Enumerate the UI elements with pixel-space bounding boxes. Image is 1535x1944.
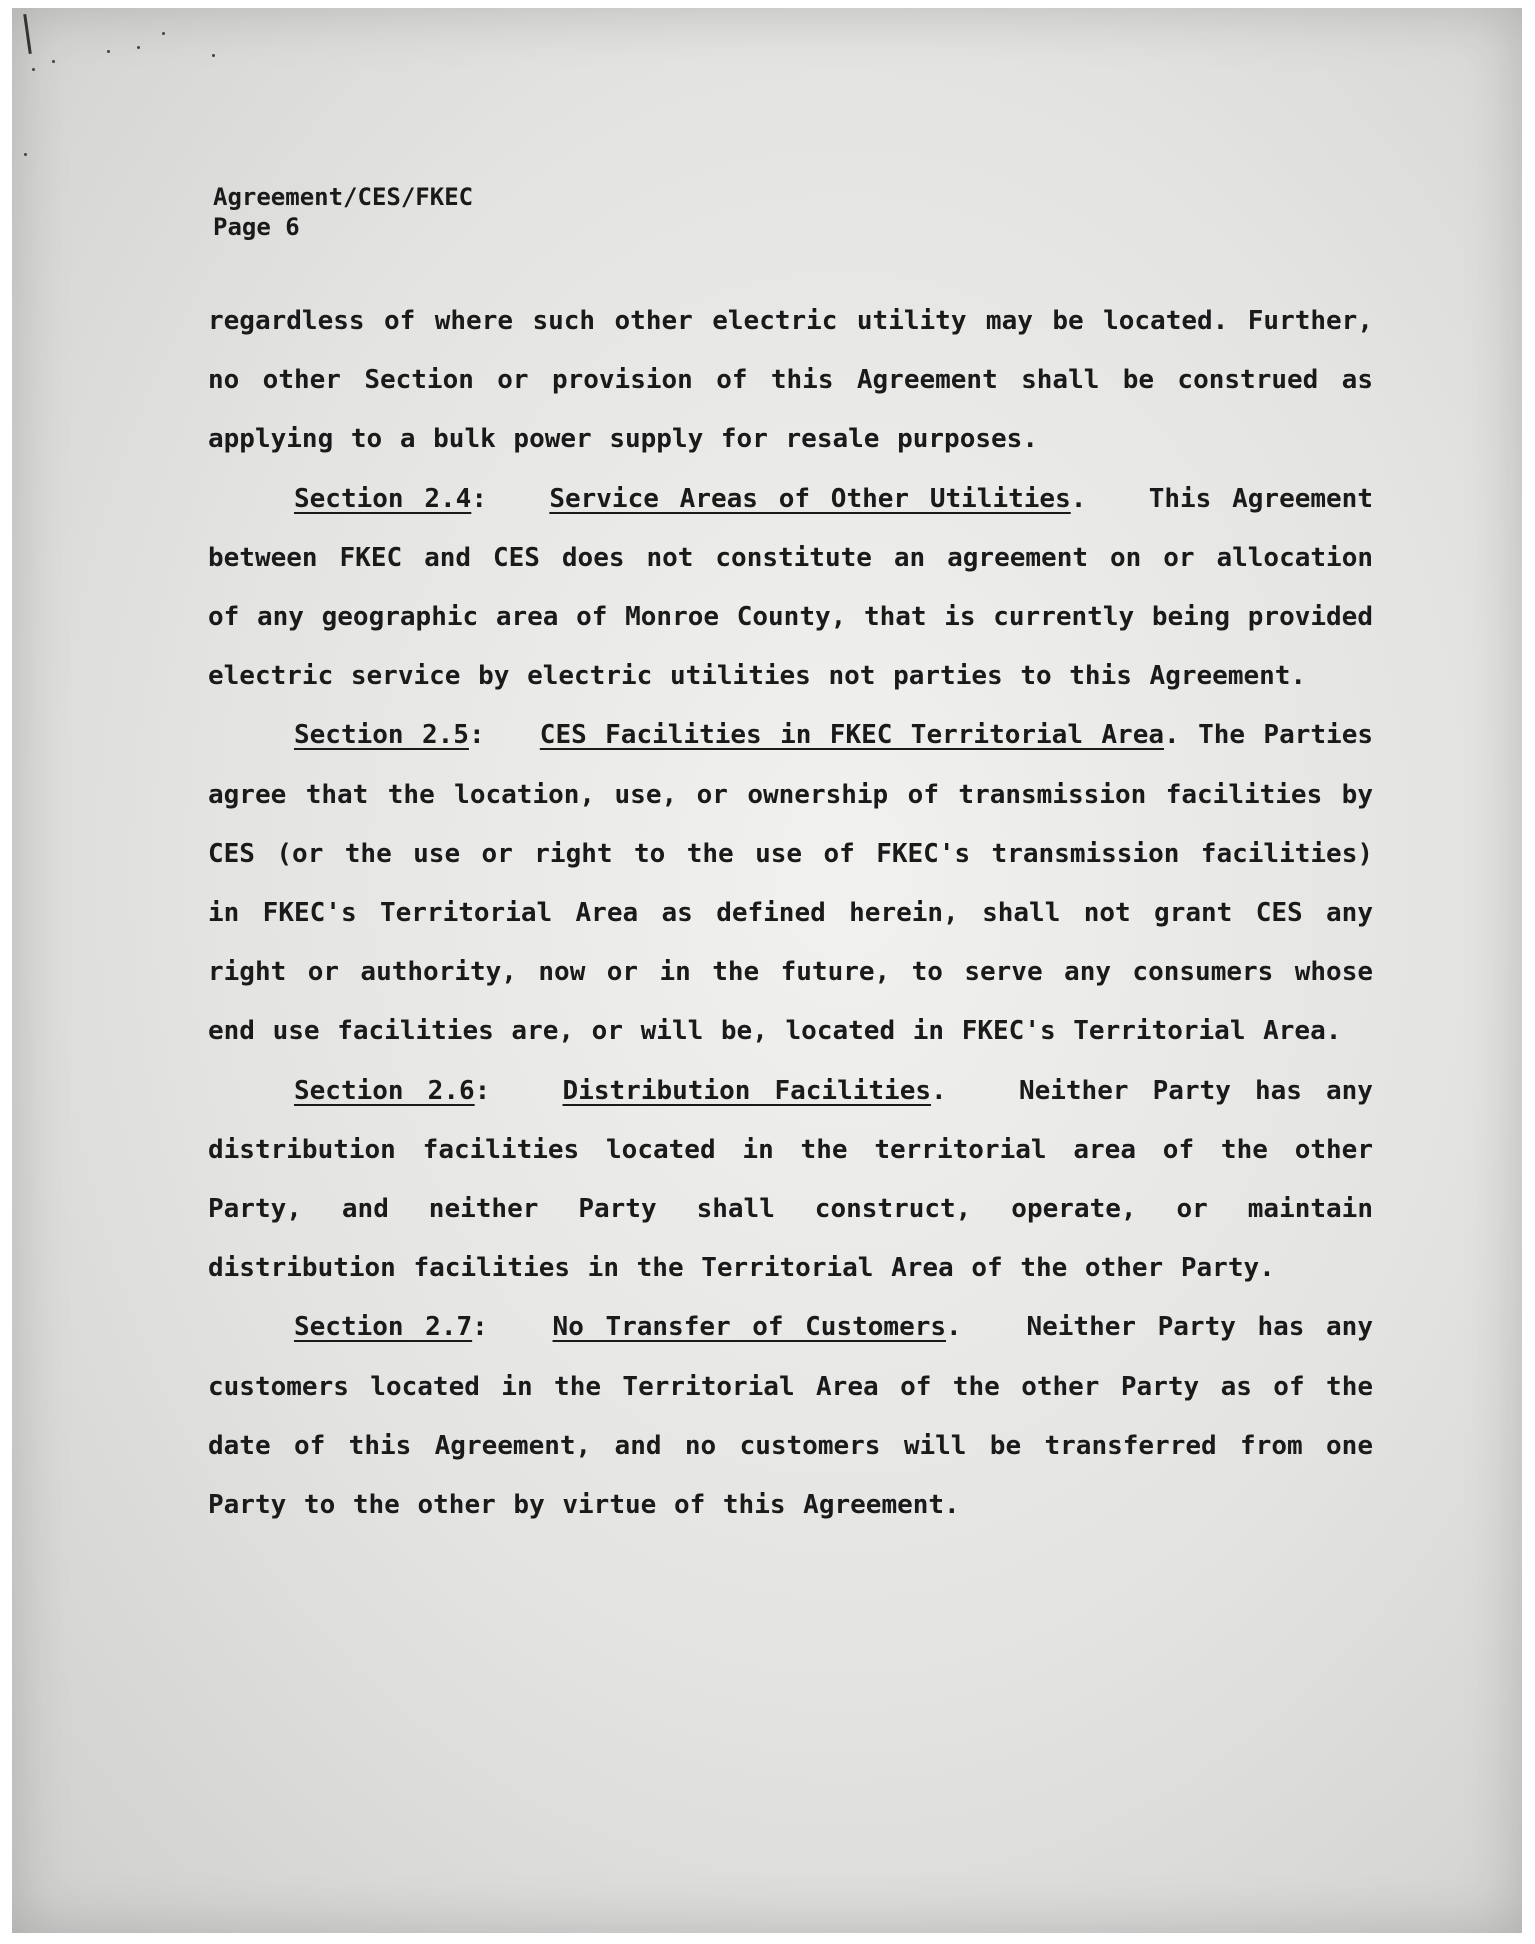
section-label: Section 2.7	[294, 1312, 473, 1343]
section-2-4: Section 2.4: Service Areas of Other Utilities. This Agreement between FKEC and CES does not constitute an agreement on or allocation of any geographic area of Monroe County, that is currently being provided electric service by electric utilities not parties to this Agreement.	[208, 483, 1373, 692]
section-label: Section 2.6	[294, 1075, 475, 1106]
scan-speck	[52, 60, 55, 63]
section-text: The Parties agree that the location, use, or ownership of transmission facilities by CES (or the use or right to the use of FKEC's transmission facilities) in FKEC's Territorial Area as defined herein, shall not grant CES any right or authority, now or in the future, to serve any consumers whose end use facilities are, or will be, located in FKEC's Territorial Area.	[208, 720, 1374, 1047]
section-title: No Transfer of Customers	[552, 1312, 947, 1343]
page-header	[213, 182, 473, 242]
section-title: CES Facilities in FKEC Territorial Area	[539, 720, 1165, 751]
document-reference: Agreement/CES/FKEC	[213, 183, 474, 211]
scan-speck	[137, 46, 140, 49]
section-2-6: Section 2.6: Distribution Facilities. Neither Party has any distribution facilities located in the territorial area of the other Party, and neither Party shall construct, operate, or maintain distribution facilities in the Territorial Area of the other Party.	[208, 1075, 1373, 1284]
scan-speck	[24, 153, 27, 156]
document-body	[208, 292, 1373, 1535]
section-2-7: Section 2.7: No Transfer of Customers. Neither Party has any customers located in the Territorial Area of the other Party as of the date of this Agreement, and no customers will be transferred from one Party to the other by virtue of this Agreement.	[208, 1312, 1373, 1521]
scan-speck	[107, 50, 110, 53]
section-title: Distribution Facilities	[562, 1075, 932, 1106]
section-text: This Agreement between FKEC and CES does not constitute an agreement on or allocation of any geographic area of Monroe County, that is currently being provided electric service by electric utilities not parties to this Agreement.	[208, 483, 1373, 692]
section-text: Neither Party has any distribution facilities located in the territorial area of the other Party, and neither Party shall construct, operate, or maintain distribution facilities in the Territorial Area of the other Party.	[208, 1075, 1373, 1284]
section-label: Section 2.5	[294, 720, 469, 751]
section-text: Neither Party has any customers located in the Territorial Area of the other Party as of the date of this Agreement, and no customers will be transferred from one Party to the other by virtue of this Agreement.	[208, 1312, 1373, 1521]
scan-speck	[32, 68, 35, 71]
scan-speck	[212, 54, 215, 57]
paragraph-continuation: regardless of where such other electric utility may be located. Further, no other Section or provision of this Agreement shall be construed as applying to a bulk power supply for resale purposes.	[208, 306, 1373, 455]
section-title: Service Areas of Other Utilities	[549, 483, 1071, 514]
section-label: Section 2.4	[294, 483, 472, 514]
scan-edge-mark	[23, 14, 32, 54]
scan-speck	[162, 32, 165, 35]
section-2-5: Section 2.5: CES Facilities in FKEC Territorial Area. The Parties agree that the location, use, or ownership of transmission facilities by CES (or the use or right to the use of FKEC's transmission facilities) in FKEC's Territorial Area as defined herein, shall not grant CES any right or authority, now or in the future, to serve any consumers whose end use facilities are, or will be, located in FKEC's Territorial Area.	[208, 720, 1374, 1047]
page-number: Page 6	[213, 213, 300, 241]
